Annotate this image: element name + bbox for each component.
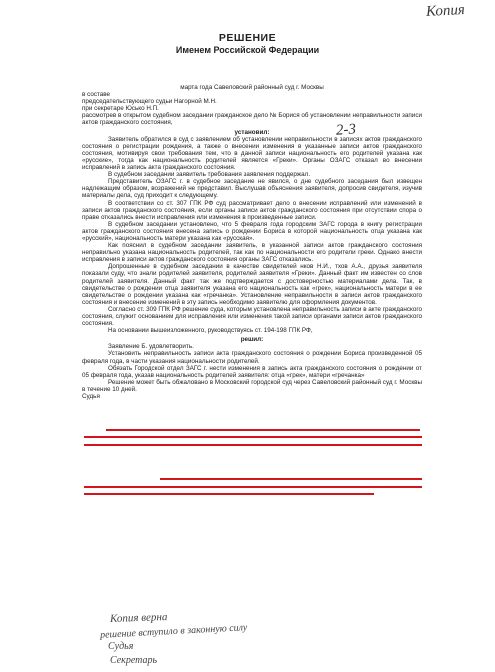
paragraph-claim: Заявитель обратился в суд с заявлением об установлении неправильности в записях актов гражданского состояния о регистрации рождения, а также о внесении изменения в указанные записи актов гражданского состояния, мотивируя свои требования тем, что в данной записи национальность его родителей указана как «русские», тогда как национальность родителей является «Греки». Органы ОЗАГС отказал во внесении исправлений в запись акта гражданского состояния. — [82, 135, 422, 172]
paragraph-satisfy: Заявление Б. удовлетворить. — [108, 343, 194, 351]
paragraph-composition: в составе — [82, 91, 111, 99]
handwritten-note-judge: Судья — [108, 641, 134, 652]
document-title: РЕШЕНИЕ — [218, 32, 277, 44]
handwritten-note-secretary: Секретарь — [110, 655, 158, 666]
handwritten-note-in-force: решение вступило в законную силу — [99, 622, 248, 641]
paragraph-secretary: при секретаре Юсько Н.П. — [82, 105, 159, 113]
paragraph-establish-error: Установить неправильность записи акта гражданского состояния о рождении Бориса произведенной 05 февраля года, в части указания национальности родителей. — [82, 350, 422, 365]
red-underline-3 — [84, 444, 422, 446]
decision-body — [82, 84, 422, 400]
red-underline-4 — [160, 478, 422, 480]
paragraph-basis: На основании вышеизложенного, руководствуясь ст. 194-198 ГПК РФ, — [108, 327, 313, 335]
paragraph-witnesses: Допрошенные в судебном заседании в качестве свидетелей нков Н.И., тхов А.А., друзья заявителя показали суду, что знали родителей заявителя, родителей заявителя «Греки». Данный факт им известен со слов родителей заявителя. Данный факт так же подтверждается с достоверностью материалами дела. Так, в свидетельстве о рождении отца заявителя указана его национальность как «грек», национальность матери в ее свидетельстве о рождении указана как «гречанка». Установление неправильности в записи актов гражданского состояния и внесение изменений в эту запись необходимо заявителю для оформления документов. — [82, 263, 422, 306]
red-underline-1 — [106, 429, 420, 431]
paragraph-appeal: Решение может быть обжаловано в Московский городской суд через Савеловский районный суд г. Москвы в течение 10 дней. — [82, 378, 422, 393]
heading-decided: решил: — [240, 336, 264, 344]
paragraph-support: В судебном заседании заявитель требования заявления поддержал. — [108, 171, 311, 179]
paragraph-article-307: В соответствии со ст. 307 ГПК РФ суд рассматривает дело о внесении исправлений или изменений в записи актов гражданского состояния, если органы записи актов гражданского состояния при отсутствии спора о праве отказались внести исправления или изменения в произведенные записи. — [82, 199, 422, 221]
paragraph-judge-sign: Судья — [82, 393, 100, 401]
copy-stamp-handwritten: Копия — [425, 1, 466, 21]
paragraph-explanation: Как пояснил в судебном заседании заявитель, в указанной записи актов гражданского состояния неправильно указана национальность родителей, так как по национальности его родители греки. Однако внести исправления в записи актов гражданского состояния органы ЗАГС отказались. — [82, 242, 422, 264]
heading-established: установил: — [234, 128, 270, 136]
paragraph-intro-date: марта года Савеловский районный суд г. Москвы — [180, 84, 324, 91]
paragraph-judge: председательствующего судьи Нагорной М.Н. — [82, 98, 217, 106]
red-underline-5 — [84, 486, 422, 488]
handwritten-case-number: 2-3 — [335, 121, 357, 139]
red-underline-2 — [84, 436, 422, 438]
red-underline-6 — [84, 493, 374, 495]
paragraph-case-intro: рассмотрев в открытом судебном заседании гражданское дело № Борися об установлении неправильности записи актов гражданского состояния, — [82, 112, 422, 127]
paragraph-oblige-zags: Обязать Городской отдел ЗАГС г. нести изменения в запись акта гражданского состояния о рождении от 05 февраля года, указав национальность родителей заявителя: отца «грек», матери «гречанка» — [82, 364, 422, 379]
document-subtitle: Именем Российской Федерации — [175, 45, 320, 55]
paragraph-ozags: Представитель ОЗАГС г. в судебное заседание не явился, о дне судебного заседания был извещен надлежащим образом, возражений не представил. Выслушав объяснения заявителя, допросив свидетеля, изучив материалы дела, суд приходит к следующему. — [82, 178, 422, 200]
handwritten-note-copy-true: Копия верна — [109, 611, 168, 625]
paragraph-established-facts: В судебном заседании установлено, что 5 февраля года городским ЗАГС города в книгу регистрации актов гражданского состояния внесена запись о рождении Бориса в которой национальность отца указана как «русский», национальность матери указана как «русская». — [82, 220, 422, 242]
paragraph-article-309: Согласно ст. 309 ГПК РФ решение суда, которым установлена неправильность записи в акте гражданского состояния, служит основанием для исправления или изменения такой записи органами записи актов гражданского состояния. — [82, 305, 422, 328]
